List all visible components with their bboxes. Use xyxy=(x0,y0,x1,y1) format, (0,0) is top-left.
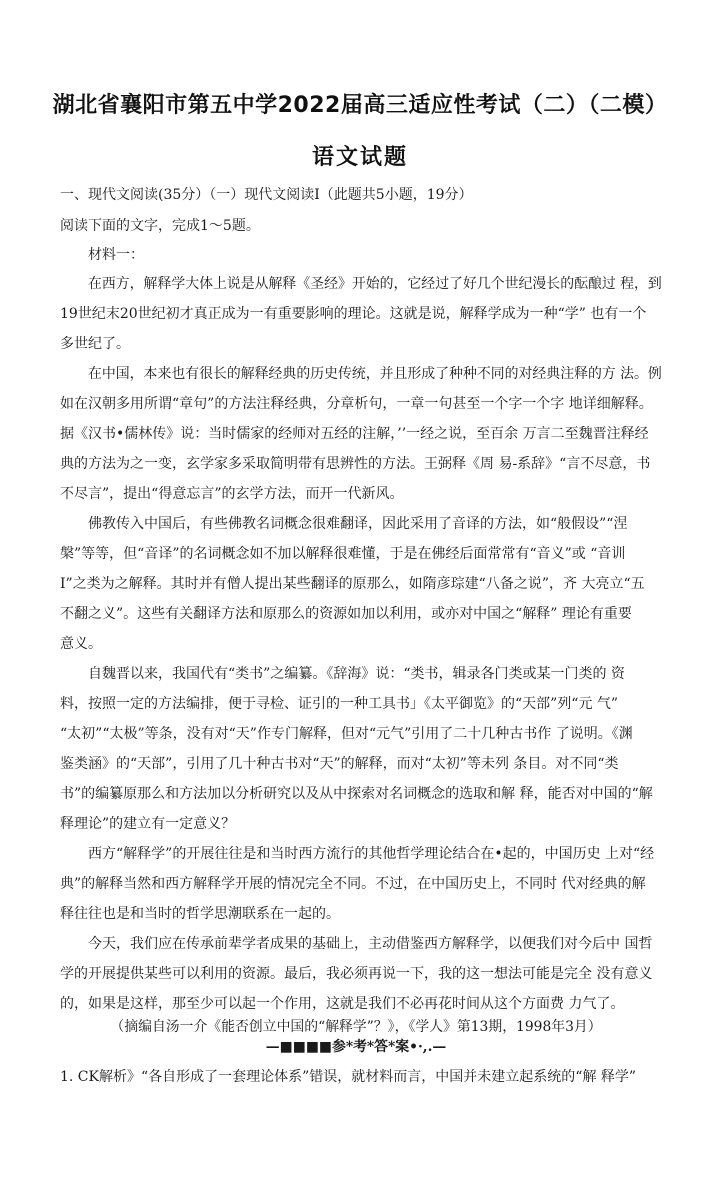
passage-line-text: 在中国，本来也有很长的解释经典的历史传统，并且形成了种种不同的对经典注释的方 法。例 xyxy=(88,366,662,382)
passage-line-text: 的，如果是这样，那至少可以起一个作用，这就是我们不必再花时间从这个方面费 力气了。 xyxy=(60,996,625,1012)
passage-line-text: 释往往也是和当时的哲学思潮联系在一起的。 xyxy=(60,906,340,922)
passage-line-text: 料，按照一定的方法编排，便于寻检、证引的一种工具书」《太平御览》的“天部”列“元 气” xyxy=(60,696,619,712)
passage-line-text: 19世纪末20世纪初才真正成为一有重要影响的理论。这就是说，解释学成为一种“学” 也有一个 xyxy=(60,306,647,322)
exam-subtitle: 语文试题 xyxy=(311,145,408,170)
passage-line-text: 典”的解释当然和西方解释学开展的情况完全不同。不过，在中国历史上，不同时 代对经典的解 xyxy=(60,876,646,892)
citation: （摘编自汤一介《能否创立中国的“解释学”？》，《学人》第13期，1998年3月） xyxy=(110,1019,602,1035)
passage-line-text: “太初”“太极”等条，没有对“天”作专门解释，但对“元气”引用了二十几种古书作 了说明。《渊 xyxy=(60,726,633,742)
passage-line-text: 西方“解释学”的开展往往是和当时西方流行的其他哲学理论结合在•起的，中国历史 上对“经 xyxy=(88,846,655,862)
answer-divider: —■■■■参*考*答*案•·,.— xyxy=(265,1039,447,1055)
passage-line-text: 槃”等等，但“音译”的名词概念如不加以解释很难懂，于是在佛经后面常常有“音义”或 “音训 xyxy=(60,546,626,562)
passage-line-text: 不尽言”，提出“得意忘言”的玄学方法，而开一代新风。 xyxy=(60,486,404,502)
material-label-text: 材料一： xyxy=(88,247,144,263)
passage-line-text: 鉴类涵》的“天部”，引用了几十种古书对“天”的解释，而对“太初”等未列 条目。对不同“类 xyxy=(60,756,619,772)
passage-line-text: 如在汉朝多用所谓“章句”的方法注释经典，分章析句，一章一句甚至一个字一个字 地详细解释。 xyxy=(60,396,653,412)
answer-text: 1. CK解析》“各自形成了一套理论体系”错误，就材料而言，中国并未建立起系统的“解 释学” xyxy=(60,1069,637,1085)
passage-line-text: 意义。 xyxy=(60,636,102,652)
passage-line-text: 不翻之义”。这些有关翻译方法和原那么的资源如加以利用，或亦对中国之“解释” 理论有重要 xyxy=(60,606,632,622)
passage-line-text: 自魏晋以来，我国代有“类书”之编纂。《辞海》说：“类书，辑录各门类或某一门类的 资 xyxy=(88,666,625,682)
passage-line-text: 书”的编纂原那么和方法加以分析研究以及从中探索对名词概念的选取和解 释，能否对中国的“解 xyxy=(60,786,653,802)
passage-line-text: 学的开展提供某些可以利用的资源。最后，我必须再说一下，我的这一想法可能是完全 没有意义 xyxy=(60,966,653,982)
passage-line-text: 在西方，解释学大体上说是从解释《圣经》开始的，它经过了好几个世纪漫长的酝酿过 程，到 xyxy=(88,276,662,292)
passage-line-text: 今天，我们应在传承前辈学者成果的基础上，主动借鉴西方解释学，以便我们对今后中 国哲 xyxy=(88,936,653,952)
exam-title: 湖北省襄阳市第五中学2022届高三适应性考试（二）（二模） xyxy=(52,93,668,118)
passage-line-text: 释理论”的建立有一定意义？ xyxy=(60,816,236,832)
instruction-text: 阅读下面的文字，完成1～5题。 xyxy=(60,218,260,234)
passage-line-text: 据《汉书•儒林传》说：当时儒家的经师对五经的注解，’’一经之说，至百余 万言二至魏晋注释经 xyxy=(60,426,649,442)
section-heading-text: 一、现代文阅读(35分）（一）现代文阅读I（此题共5小题，19分） xyxy=(60,187,473,203)
passage-line-text: 多世纪了。 xyxy=(60,336,130,352)
passage-line-text: 佛教传入中国后，有些佛教名词概念很难翻译，因此采用了音译的方法，如“般假设”“涅 xyxy=(88,516,628,532)
passage-line-text: 典的方法为之一变，玄学家多采取简明带有思辨性的方法。王弼释《周 易-系辞》“言不尽意，书 xyxy=(60,456,651,472)
passage-line-text: I”之类为之解释。其时并有僧人提出某些翻译的原那么，如隋彦琮建“八备之说”，齐 大亮立“五 xyxy=(60,576,645,592)
